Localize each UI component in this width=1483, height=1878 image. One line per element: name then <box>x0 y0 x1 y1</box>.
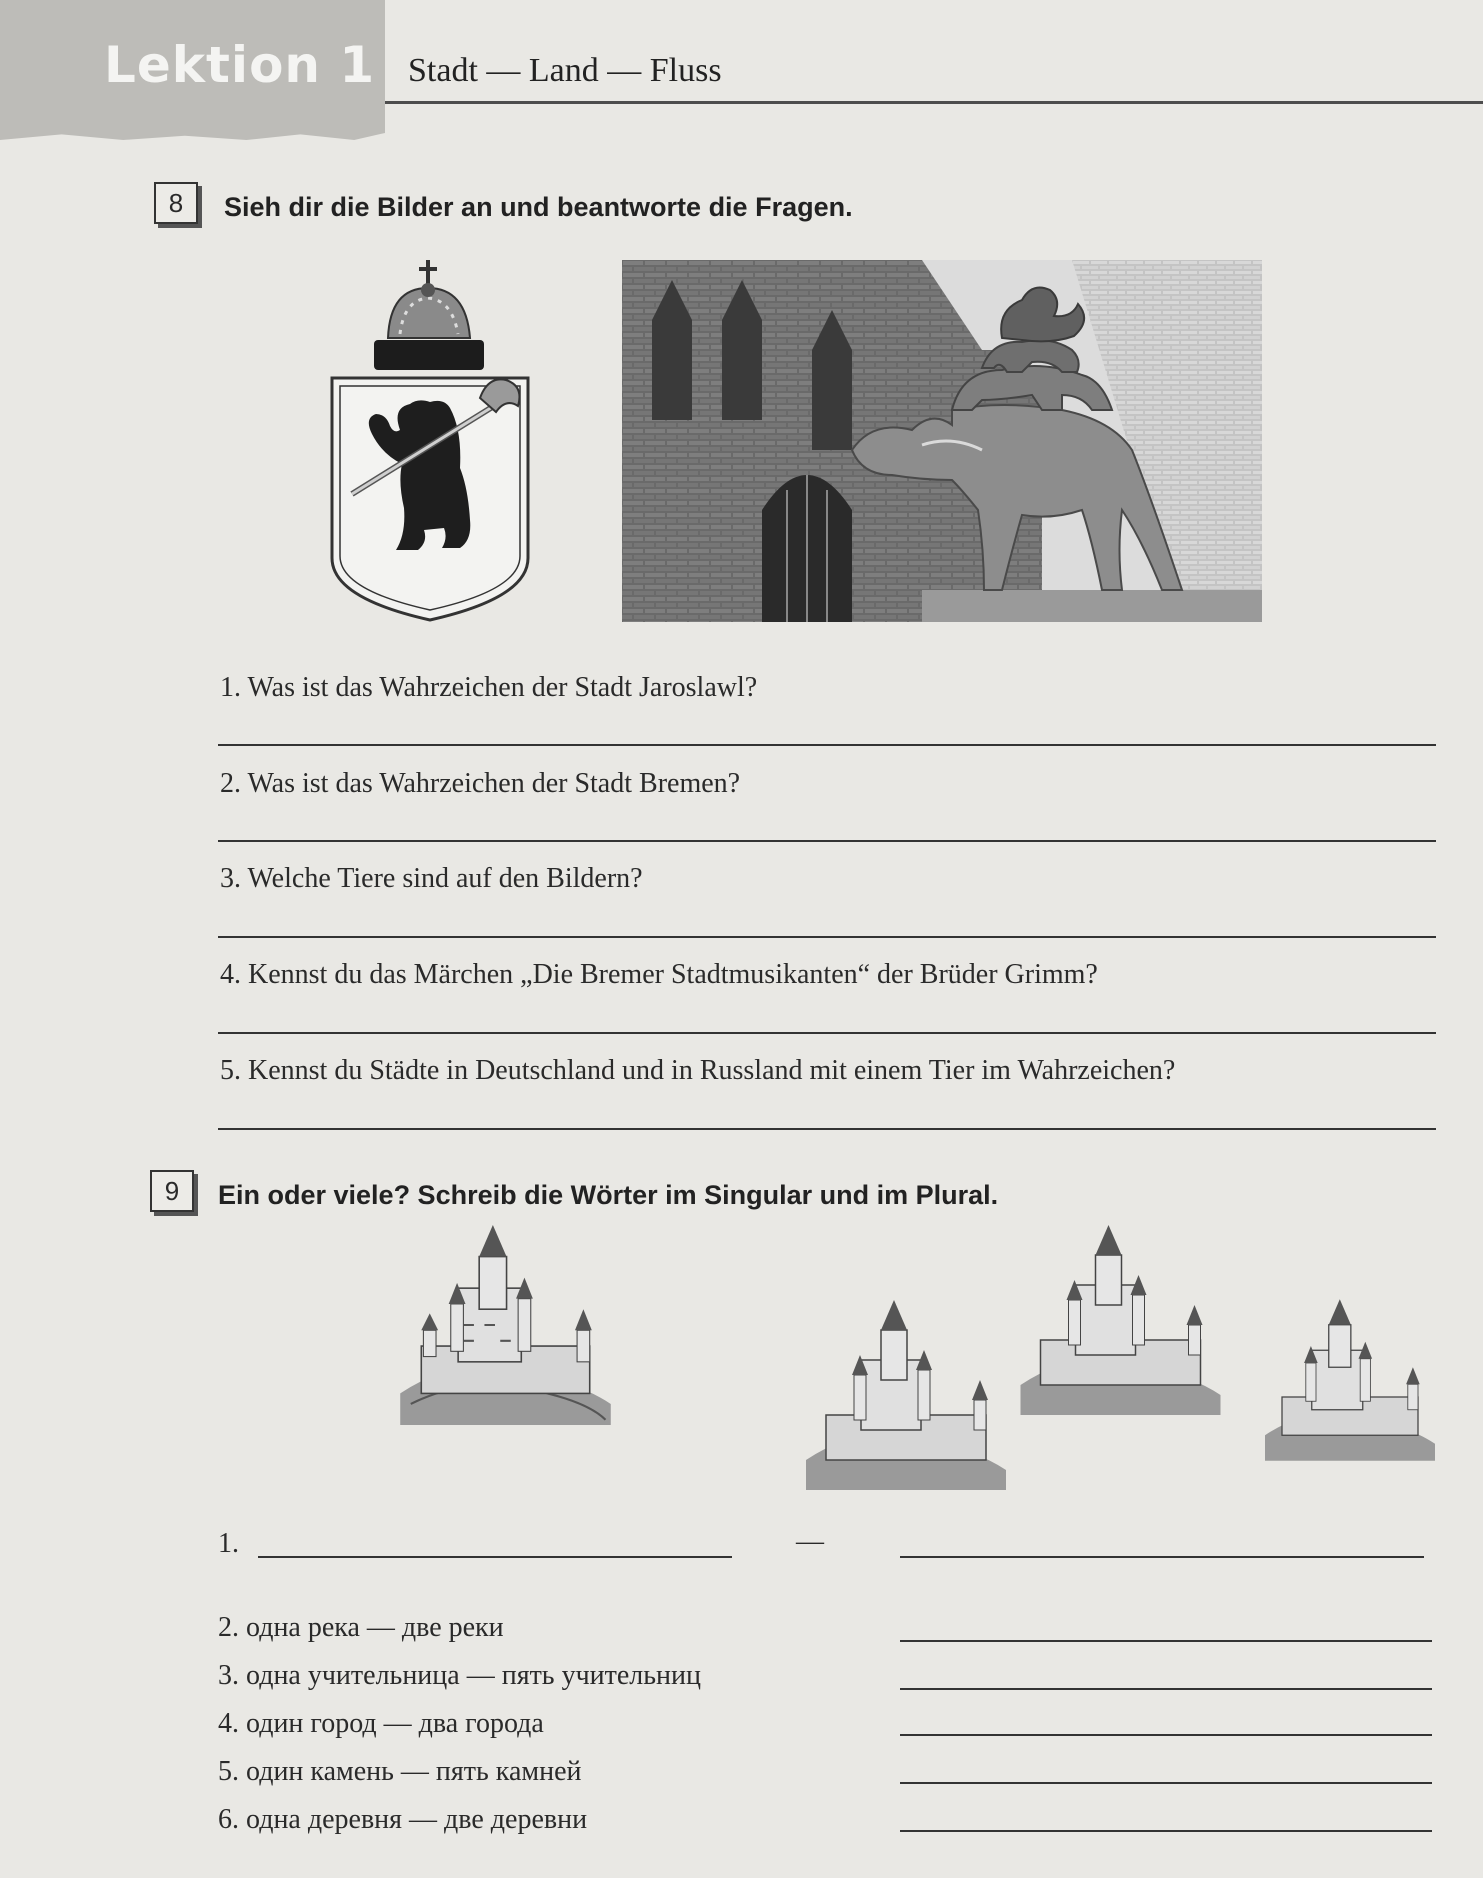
plural-answer-line-1[interactable] <box>900 1556 1424 1558</box>
castle-image <box>806 1300 1006 1490</box>
question-5: 5. Kennst du Städte in Deutschland und in Russland mit einem Tier im Wahrzeichen? <box>220 1055 1176 1086</box>
castle-image <box>398 1225 613 1425</box>
castle-image <box>1018 1225 1223 1415</box>
exercise-9-number: 9 <box>150 1170 194 1212</box>
answer-line-4[interactable] <box>218 1032 1436 1034</box>
question-3: 3. Welche Tiere sind auf den Bildern? <box>220 863 643 894</box>
exercise-8-title: Sieh dir die Bilder an und beantworte die Fragen. <box>224 192 853 222</box>
question-1: 1. Was ist das Wahrzeichen der Stadt Jaroslawl? <box>220 672 758 703</box>
plural-item-3: 3. одна учительница — пять учительниц <box>218 1660 701 1691</box>
header-rule <box>385 101 1483 104</box>
chapter-title: Stadt — Land — Fluss <box>408 52 722 89</box>
exercise-8-number: 8 <box>154 182 198 224</box>
lesson-label: Lektion 1 <box>104 36 376 94</box>
plural-answer-line-6[interactable] <box>900 1830 1432 1832</box>
singular-answer-line-1[interactable] <box>258 1556 732 1558</box>
answer-line-2[interactable] <box>218 840 1436 842</box>
yaroslavl-coat-of-arms-image <box>320 258 540 623</box>
question-4: 4. Kennst du das Märchen „Die Bremer Stadtmusikanten“ der Brüder Grimm? <box>220 959 1098 990</box>
question-2: 2. Was ist das Wahrzeichen der Stadt Bremen? <box>220 768 741 799</box>
answer-line-3[interactable] <box>218 936 1436 938</box>
bremen-town-musicians-photo <box>622 260 1262 622</box>
plural-item-1-number: 1. <box>218 1528 239 1559</box>
exercise-9-title: Ein oder viele? Schreib die Wörter im Singular und im Plural. <box>218 1180 999 1210</box>
plural-item-4: 4. один город — два города <box>218 1708 544 1739</box>
answer-line-5[interactable] <box>218 1128 1436 1130</box>
plural-answer-line-4[interactable] <box>900 1734 1432 1736</box>
plural-item-2: 2. одна река — две реки <box>218 1612 504 1643</box>
plural-dash: — <box>796 1526 824 1557</box>
answer-line-1[interactable] <box>218 744 1436 746</box>
plural-item-6: 6. одна деревня — две деревни <box>218 1804 588 1835</box>
plural-answer-line-5[interactable] <box>900 1782 1432 1784</box>
castle-image <box>1265 1285 1435 1475</box>
plural-answer-line-2[interactable] <box>900 1640 1432 1642</box>
plural-answer-line-3[interactable] <box>900 1688 1432 1690</box>
plural-item-5: 5. один камень — пять камней <box>218 1756 582 1787</box>
